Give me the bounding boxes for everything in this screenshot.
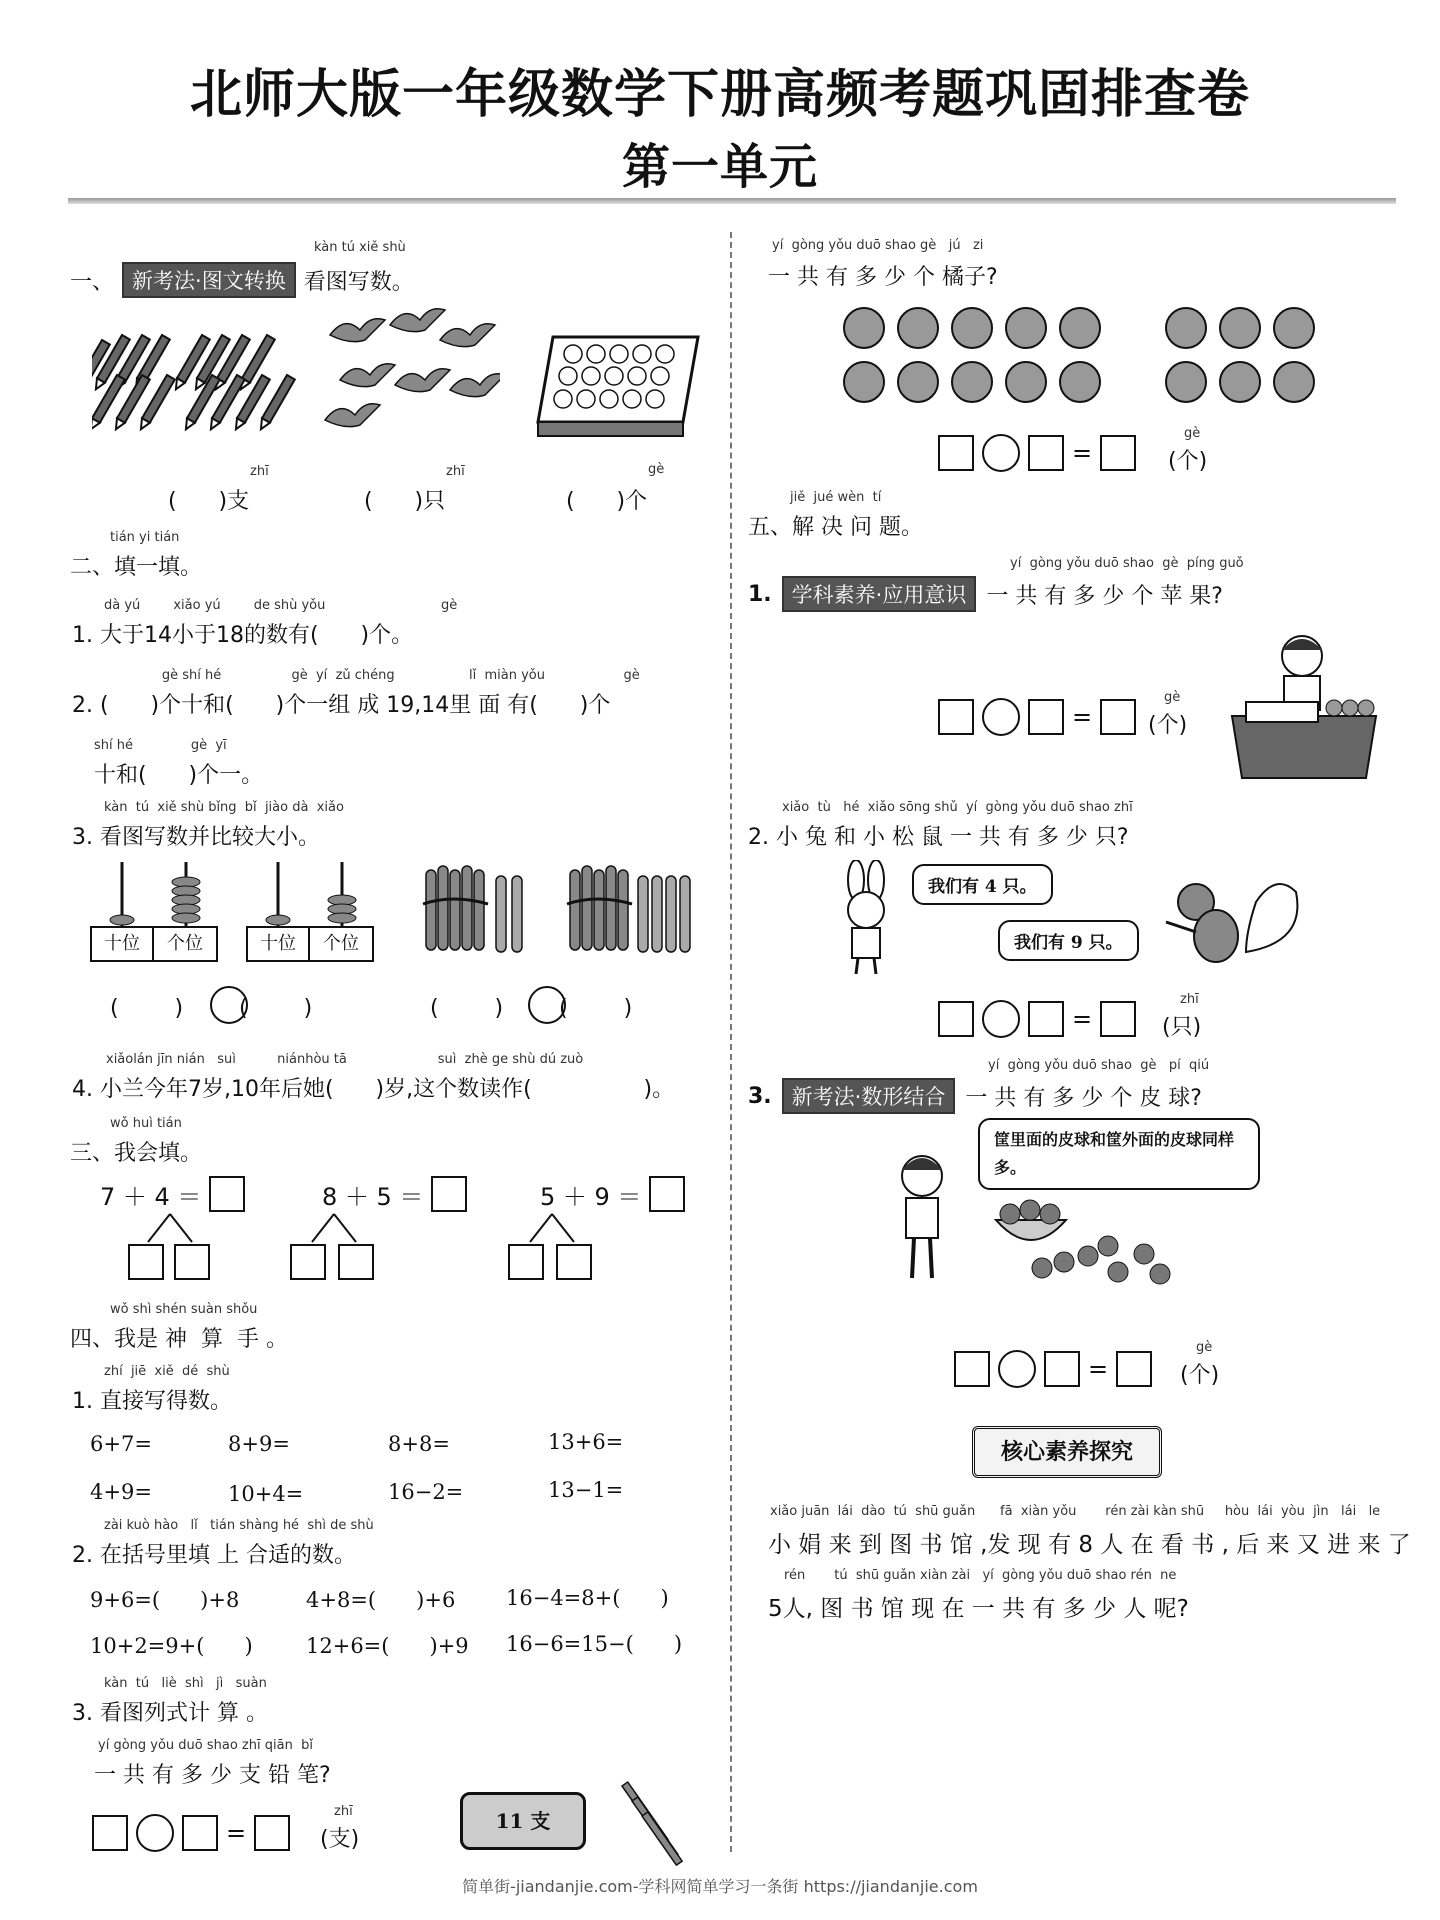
oranges-question: 一 共 有 多 少 个 橘子? — [768, 265, 998, 290]
s4-pinyin: wǒ shì shén suàn shǒu — [110, 1302, 258, 1317]
oranges-unit-pinyin: gè — [1184, 426, 1201, 441]
s2-q3: 3. 看图写数并比较大小。 — [72, 825, 320, 850]
s5-pinyin: jiě jué wèn tí — [790, 490, 882, 505]
p1-tag: 学科素养·应用意识 — [782, 576, 977, 612]
s2-pinyin: tián yi tián — [110, 530, 180, 545]
eq-box[interactable] — [938, 435, 974, 471]
eq-box[interactable] — [92, 1815, 128, 1851]
apples-equation — [938, 698, 1136, 736]
column-divider — [730, 232, 732, 1852]
equals-sign: = — [1072, 1005, 1093, 1033]
eq-answer-box[interactable] — [1100, 699, 1136, 735]
animals-unit: (只) — [1162, 1015, 1202, 1040]
s3-eq-3-answer-box[interactable] — [649, 1176, 685, 1212]
eq-answer-box[interactable] — [254, 1815, 290, 1851]
s1-blank-apples[interactable]: ( )个 — [566, 489, 648, 514]
fill-item[interactable]: 9+6=( )+8 — [90, 1588, 240, 1612]
eq-box[interactable] — [954, 1351, 990, 1387]
p3-pinyin: yí gòng yǒu duō shao gè pí qiú — [988, 1058, 1210, 1073]
s1-blank-birds[interactable]: ( )只 — [364, 489, 446, 514]
abacus-1-ones-label: 个位 — [152, 926, 218, 962]
s1-tag: 新考法·图文转换 — [122, 262, 296, 298]
apples-unit: (个) — [1148, 713, 1188, 738]
s2-q3-pinyin: kàn tú xiě shù bǐng bǐ jiào dà xiǎo — [104, 800, 344, 815]
s3-eq-1-answer-box[interactable] — [209, 1176, 245, 1212]
eq-answer-box[interactable] — [1116, 1351, 1152, 1387]
eq-box[interactable] — [182, 1815, 218, 1851]
compare-circle-left[interactable] — [210, 986, 248, 1024]
s1-blank2-pinyin: zhī — [446, 464, 465, 479]
pencil-unit: (支) — [320, 1827, 360, 1852]
s3-heading: 三、我会填。 — [70, 1141, 203, 1166]
header-rule — [68, 198, 1396, 204]
s3-split-1-box-b[interactable] — [174, 1244, 210, 1280]
calc-item[interactable]: 8+9= — [228, 1432, 290, 1456]
s4-q3a: 一 共 有 多 少 支 铅 笔? — [94, 1763, 331, 1788]
core-pinyin-1: xiǎo juān lái dào tú shū guǎn fā xiàn yǒu rén zài kàn shū hòu lái yòu jìn lái le — [770, 1504, 1381, 1519]
oranges-equation — [938, 434, 1136, 472]
eq-operator-circle[interactable] — [998, 1350, 1036, 1388]
s4-q2-pinyin: zài kuò hào lǐ tián shàng hé shì de shù — [104, 1518, 374, 1533]
eq-box[interactable] — [1028, 1001, 1064, 1037]
sticks-bundle-1 — [418, 862, 528, 958]
p3-heading — [748, 1078, 1202, 1114]
s5-heading: 五、解 决 问 题。 — [748, 515, 923, 540]
eq-box[interactable] — [1028, 699, 1064, 735]
core-literacy-badge: 核心素养探究 — [972, 1426, 1162, 1478]
apples-unit-pinyin: gè — [1164, 690, 1181, 705]
s2-heading: 二、填一填。 — [70, 555, 203, 580]
calc-item[interactable]: 16−2= — [388, 1480, 464, 1504]
abacus-1-tens-label: 十位 — [90, 926, 154, 962]
core-pinyin-2: rén tú shū guǎn xiàn zài yí gòng yǒu duō shao rén ne — [784, 1568, 1177, 1583]
calc-item[interactable]: 8+8= — [388, 1432, 450, 1456]
squirrel-speech-bubble: 我们有 9 只。 — [998, 920, 1139, 961]
oranges-unit: (个) — [1168, 449, 1208, 474]
p3-text: 一 共 有 多 少 个 皮 球? — [965, 1085, 1202, 1111]
page-title: 北师大版一年级数学下册高频考题巩固排查卷 — [189, 65, 1250, 125]
s3-eq-2 — [322, 1176, 467, 1212]
s2-q1[interactable]: 1. 大于14小于18的数有( )个。 — [72, 623, 414, 648]
rabbit-speech-bubble: 我们有 4 只。 — [912, 864, 1053, 905]
eq-box[interactable] — [1028, 435, 1064, 471]
s4-q3: 3. 看图列式计 算 。 — [72, 1701, 268, 1726]
squirrel-illustration — [1156, 872, 1306, 972]
equals-sign: = — [226, 1819, 247, 1847]
s4-q3a-pinyin: yí gòng yǒu duō shao zhī qiān bǐ — [98, 1738, 313, 1753]
page-footer: 简单街-jiandanjie.com-学科网简单学习一条街 https://jiandanjie.com — [462, 1877, 978, 1896]
p1-heading — [748, 576, 1223, 612]
pencil-equation — [92, 1814, 290, 1852]
balls-equation — [954, 1350, 1152, 1388]
loose-pencils — [612, 1776, 702, 1866]
p2-pinyin: xiǎo tù hé xiǎo sōng shǔ yí gòng yǒu duō shao zhī — [782, 800, 1133, 815]
compare-circle-right[interactable] — [528, 986, 566, 1024]
abacus-2-tens-label: 十位 — [246, 926, 310, 962]
oranges-pinyin: yí gòng yǒu duō shao gè jú zi — [772, 238, 984, 253]
s1-pinyin: kàn tú xiě shù — [314, 240, 406, 255]
s4-q1-pinyin: zhí jiē xiě dé shù — [104, 1364, 230, 1379]
compare-blanks-left[interactable]: ( ) ( ) — [110, 996, 313, 1021]
s3-split-3-box-a[interactable] — [508, 1244, 544, 1280]
eq-box[interactable] — [938, 699, 974, 735]
s2-q2b[interactable]: 十和( )个一。 — [94, 763, 264, 788]
birds-illustration — [320, 305, 500, 440]
eq-operator-circle[interactable] — [982, 698, 1020, 736]
s3-split-1-box-a[interactable] — [128, 1244, 164, 1280]
s3-split-2-box-b[interactable] — [338, 1244, 374, 1280]
girl-with-apples-illustration — [1226, 626, 1386, 782]
s3-eq-2-text: 8 ＋ 5 ＝ — [322, 1182, 424, 1211]
p3-number: 3. — [748, 1083, 772, 1109]
rabbit-illustration — [826, 860, 906, 976]
compare-blanks-right[interactable]: ( ) ( ) — [430, 996, 633, 1021]
p1-pinyin: yí gòng yǒu duō shao gè píng guǒ — [1010, 556, 1244, 571]
s1-blank1-pinyin: zhī — [250, 464, 269, 479]
s1-number: 一、 — [70, 269, 115, 295]
fill-item[interactable]: 10+2=9+( ) — [90, 1634, 253, 1658]
core-line-1: 小 娟 来 到 图 书 馆 ,发 现 有 8 人 在 看 书 , 后 来 又 进 来 了 — [768, 1532, 1411, 1558]
equals-sign: = — [1072, 439, 1093, 467]
equals-sign: = — [1072, 703, 1093, 731]
fill-item[interactable]: 4+8=( )+6 — [306, 1588, 456, 1612]
equals-sign: = — [1088, 1355, 1109, 1383]
abacus-2-ones-label: 个位 — [308, 926, 374, 962]
boy-with-balls-illustration — [892, 1150, 1192, 1290]
s4-q3-pinyin: kàn tú liè shì jì suàn — [104, 1676, 267, 1691]
abacus-2 — [246, 862, 376, 962]
s3-eq-1 — [100, 1176, 245, 1212]
pencil-unit-pinyin: zhī — [334, 1804, 353, 1819]
s3-split-2-box-a[interactable] — [290, 1244, 326, 1280]
s4-heading: 四、我是 神 算 手 。 — [70, 1327, 288, 1352]
crate-illustration — [528, 332, 708, 440]
pencil-box: 11 支 — [460, 1792, 586, 1850]
s2-q1-pinyin: dà yú xiǎo yú de shù yǒu gè — [104, 598, 458, 613]
s2-q4-pinyin: xiǎolán jīn nián suì niánhòu tā suì zhè ge shù dú zuò — [106, 1052, 584, 1067]
s3-eq-3-text: 5 ＋ 9 ＝ — [540, 1182, 642, 1211]
s2-q2b-pinyin: shí hé gè yī — [94, 738, 227, 753]
animals-equation — [938, 1000, 1136, 1038]
calc-item[interactable]: 4+9= — [90, 1480, 152, 1504]
s3-eq-3 — [540, 1176, 685, 1212]
fill-item[interactable]: 12+6=( )+9 — [306, 1634, 469, 1658]
s3-split-3-box-b[interactable] — [556, 1244, 592, 1280]
sticks-bundle-2 — [562, 862, 697, 958]
p1-text: 一 共 有 多 少 个 苹 果? — [986, 583, 1223, 609]
boy-speech-bubble: 筐里面的皮球和筐外面的皮球同样多。 — [978, 1118, 1260, 1190]
calc-item[interactable]: 6+7= — [90, 1432, 152, 1456]
fill-item[interactable]: 16−6=15−( ) — [506, 1632, 683, 1656]
calc-item[interactable]: 13+6= — [548, 1430, 624, 1454]
s2-q2[interactable]: 2. ( )个十和( )个一组 成 19,14里 面 有( )个 — [72, 693, 611, 718]
pencils-illustration — [92, 330, 302, 440]
s3-eq-1-text: 7 ＋ 4 ＝ — [100, 1182, 202, 1211]
eq-operator-circle[interactable] — [982, 1000, 1020, 1038]
s1-blank-pencils[interactable]: ( )支 — [168, 489, 250, 514]
calc-item[interactable]: 10+4= — [228, 1482, 304, 1506]
calc-item[interactable]: 13−1= — [548, 1478, 624, 1502]
p1-number: 1. — [748, 581, 772, 607]
s1-heading — [70, 262, 414, 298]
p2-question: 2. 小 兔 和 小 松 鼠 一 共 有 多 少 只? — [748, 825, 1129, 850]
s4-q2: 2. 在括号里填 上 合适的数。 — [72, 1543, 356, 1568]
eq-operator-circle[interactable] — [136, 1814, 174, 1852]
oranges-illustration — [840, 300, 1320, 410]
s1-blank3-pinyin: gè — [648, 462, 665, 477]
eq-box[interactable] — [938, 1001, 974, 1037]
eq-answer-box[interactable] — [1100, 1001, 1136, 1037]
page-subtitle: 第一单元 — [621, 139, 818, 195]
fill-item[interactable]: 16−4=8+( ) — [506, 1586, 669, 1610]
balls-unit: (个) — [1180, 1363, 1220, 1388]
s3-eq-2-answer-box[interactable] — [431, 1176, 467, 1212]
s1-text: 看图写数。 — [303, 269, 414, 295]
eq-operator-circle[interactable] — [982, 434, 1020, 472]
balls-unit-pinyin: gè — [1196, 1340, 1213, 1355]
p3-tag: 新考法·数形结合 — [782, 1078, 956, 1114]
eq-box[interactable] — [1044, 1351, 1080, 1387]
abacus-1 — [90, 862, 220, 962]
animals-unit-pinyin: zhī — [1180, 992, 1199, 1007]
s2-q4[interactable]: 4. 小兰今年7岁,10年后她( )岁,这个数读作( )。 — [72, 1077, 675, 1102]
s4-q1: 1. 直接写得数。 — [72, 1389, 232, 1414]
core-line-2: 5人, 图 书 馆 现 在 一 共 有 多 少 人 呢? — [768, 1596, 1189, 1622]
s3-pinyin: wǒ huì tián — [110, 1116, 182, 1131]
eq-answer-box[interactable] — [1100, 435, 1136, 471]
s2-q2-pinyin: gè shí hé gè yí zǔ chéng lǐ miàn yǒu gè — [104, 668, 640, 683]
